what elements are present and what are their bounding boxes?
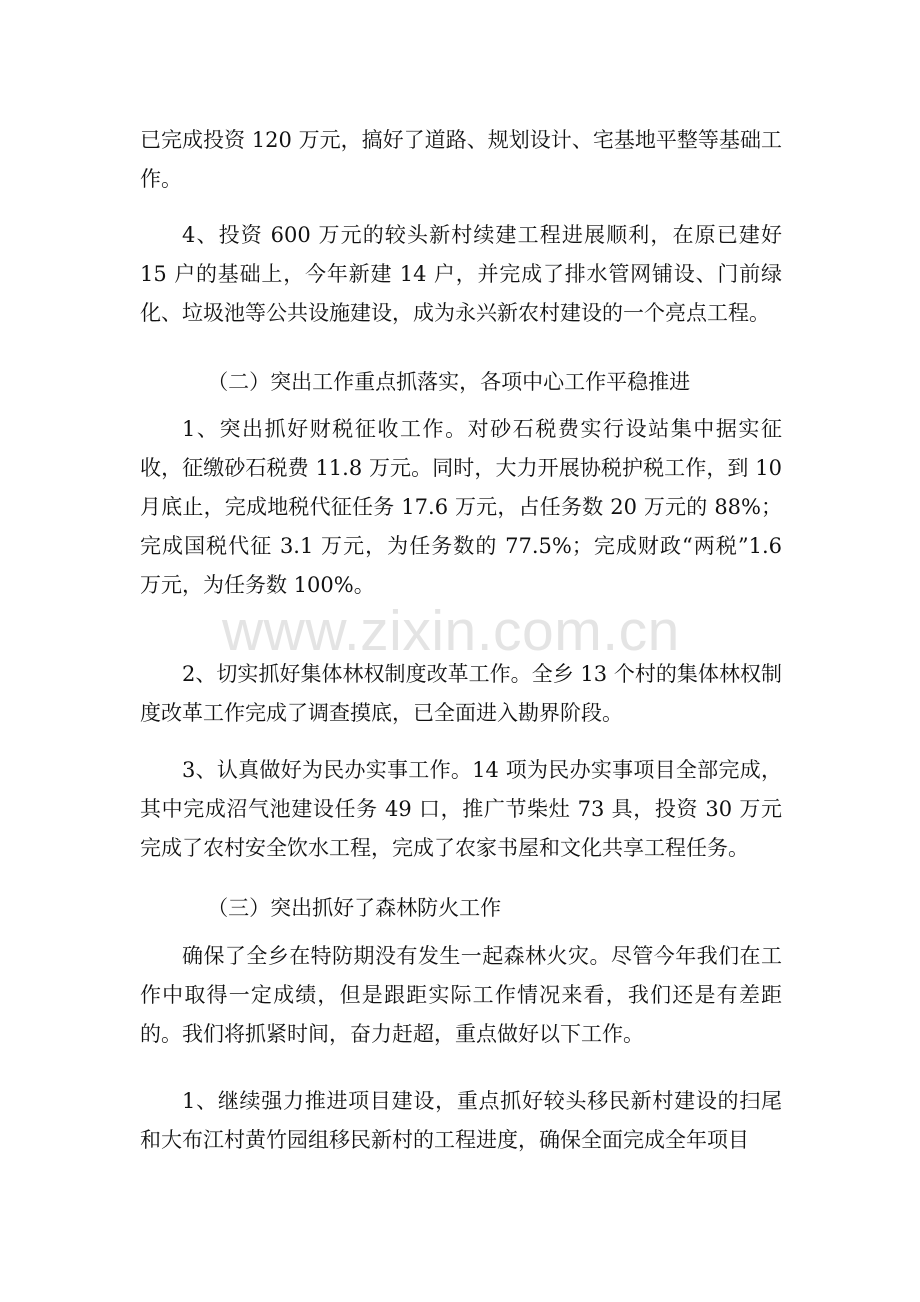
paragraph-4: 2、切实抓好集体林权制度改革工作。全乡 13 个村的集体林权制度改革工作完成了调查摸底，已全面进入勘界阶段。	[140, 662, 782, 725]
paragraph-1: 已完成投资 120 万元，搞好了道路、规划设计、宅基地平整等基础工作。	[140, 128, 782, 191]
section-heading-2: （二）突出工作重点抓落实，各项中心工作平稳推进	[207, 370, 691, 394]
watermark: www.zixin.com.cn	[222, 599, 680, 663]
paragraph-2: 4、投资 600 万元的较头新村续建工程进展顺利，在原已建好 15 户的基础上，今年新建 14 户，并完成了排水管网铺设、门前绿化、垃圾池等公共设施建设，成为永兴新农村建设的一个亮点工程。	[140, 223, 782, 325]
paragraph-7: 1、继续强力推进项目建设，重点抓好较头移民新村建设的扫尾和大布江村黄竹园组移民新村的工程进度，确保全面完成全年项目	[140, 1089, 782, 1152]
paragraph-5: 3、认真做好为民办实事工作。14 项为民办实事项目全部完成，其中完成沼气池建设任务 49 口，推广节柴灶 73 具，投资 30 万元完成了农村安全饮水工程，完成了农家书屋和文化共享工程任务。	[140, 758, 782, 860]
paragraph-3: 1、突出抓好财税征收工作。对砂石税费实行设站集中据实征收，征缴砂石税费 11.8 万元。同时，大力开展协税护税工作，到 10 月底止，完成地税代征任务 17.6 万元，占任务数 20 万元的 88%；完成国税代征 3.1 万元，为任务数的 77.5%；完成财政“两税”1.6 万元，为任务数 100%。	[140, 417, 782, 597]
paragraph-6: 确保了全乡在特防期没有发生一起森林火灾。尽管今年我们在工作中取得一定成绩，但是跟距实际工作情况来看，我们还是有差距的。我们将抓紧时间，奋力赶超，重点做好以下工作。	[140, 944, 782, 1046]
section-heading-3: （三）突出抓好了森林防火工作	[207, 896, 502, 920]
